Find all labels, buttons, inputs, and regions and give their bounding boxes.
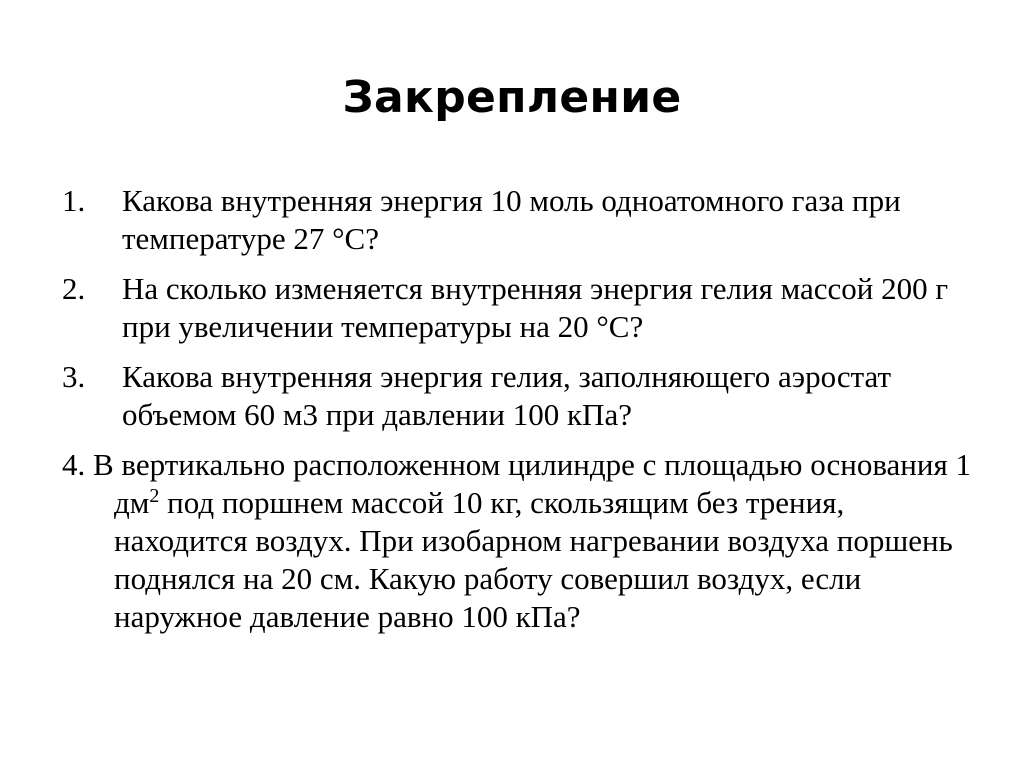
question-text: На сколько изменяется внутренняя энергия гелия массой 200 г при увеличении температуры на 20 °С?: [122, 271, 949, 344]
question-text: Какова внутренняя энергия 10 моль одноатомного газа при температуре 27 °С?: [122, 183, 901, 256]
question-text-part-1: В вертикально расположенном цилиндре с площадью основания 1 дм: [93, 447, 971, 520]
question-number: 2.: [62, 271, 86, 306]
question-number: 4.: [62, 447, 86, 482]
question-number: 3.: [62, 359, 86, 394]
slide-title: Закрепление: [342, 72, 682, 123]
superscript-exponent: 2: [149, 485, 160, 507]
question-item-2: [62, 270, 982, 346]
question-item-4: [62, 446, 982, 636]
question-text-part-2: под поршнем массой 10 кг, скользящим без трения, находится воздух. При изобарном нагревании воздуха поршень поднялся на 20 см. Какую работу совершил воздух, если наружное давление равно 100 кПа?: [114, 485, 953, 634]
question-number: 1.: [62, 183, 86, 218]
question-item-1: [62, 182, 982, 258]
question-list: [62, 182, 982, 636]
question-item-3: [62, 358, 982, 434]
question-text: Какова внутренняя энергия гелия, заполняющего аэростат объемом 60 м3 при давлении 100 кПа?: [122, 359, 892, 432]
